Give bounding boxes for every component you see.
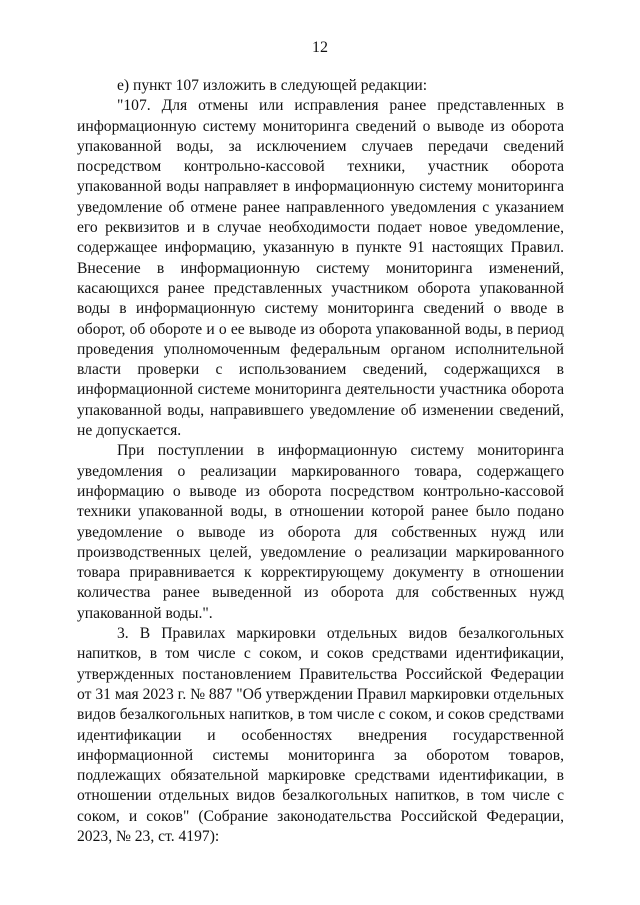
paragraph-section-3: 3. В Правилах маркировки отдельных видов безалкогольных напитков, в том числе с соком, и соков средствами идентификации, утвержденных постановлением Правительства Российской Федерации от 31 мая 2023 г. № 887 "Об утверждении Правил маркировки отдельных видов безалкогольных напитков, в том числе с соком, и соков средствами идентификации и особенностях внедрения государственной информационной системы мониторинга за оборотом товаров, подлежащих обязательной маркировке средствами идентификации, в отношении отдельных видов безалкогольных напитков, в том числе с соком, и соков" (Собрание законодательства Российской Федерации, 2023, № 23, ст. 4197): [77, 625, 564, 845]
paragraph-item-107: "107. Для отмены или исправления ранее представленных в информационную систему мониторинга сведений о выводе из оборота упакованной воды, за исключением случаев передачи сведений посредством контрольно-кассовой техники, участник оборота упакованной воды направляет в информационную систему мониторинга уведомление об отмене ранее направленного уведомления с указанием его реквизитов и в случае необходимости подает новое уведомление, содержащее информацию, указанную в пункте 91 настоящих Правил. Внесение в информационную систему мониторинга изменений, касающихся ранее представленных участником оборота упакованной воды в информационную систему мониторинга сведений о вводе в оборот, об обороте и о ее выводе из оборота упакованной воды, в период проведения уполномоченным федеральным органом исполнительной власти проверки с использованием сведений, содержащихся в информационной системе мониторинга деятельности участника оборота упакованной воды, направившего уведомление об изменении сведений, не допускается. [77, 97, 564, 440]
page-number: 12 [312, 39, 328, 56]
paragraph-notification-receipt: При поступлении в информационную систему мониторинга уведомления о реализации маркированного товара, содержащего информацию о выводе из оборота посредством контрольно-кассовой техники упакованной воды, в отношении которой ранее было подано уведомление о выводе из оборота для собственных нужд или производственных целей, уведомление о реализации маркированного товара приравнивается к корректирующему документу в отношении количества ранее выведенной из оборота для собственных нужд упакованной воды.". [77, 442, 564, 622]
paragraph-amendment-intro: е) пункт 107 изложить в следующей редакции: [117, 77, 428, 94]
document-body [77, 76, 564, 847]
